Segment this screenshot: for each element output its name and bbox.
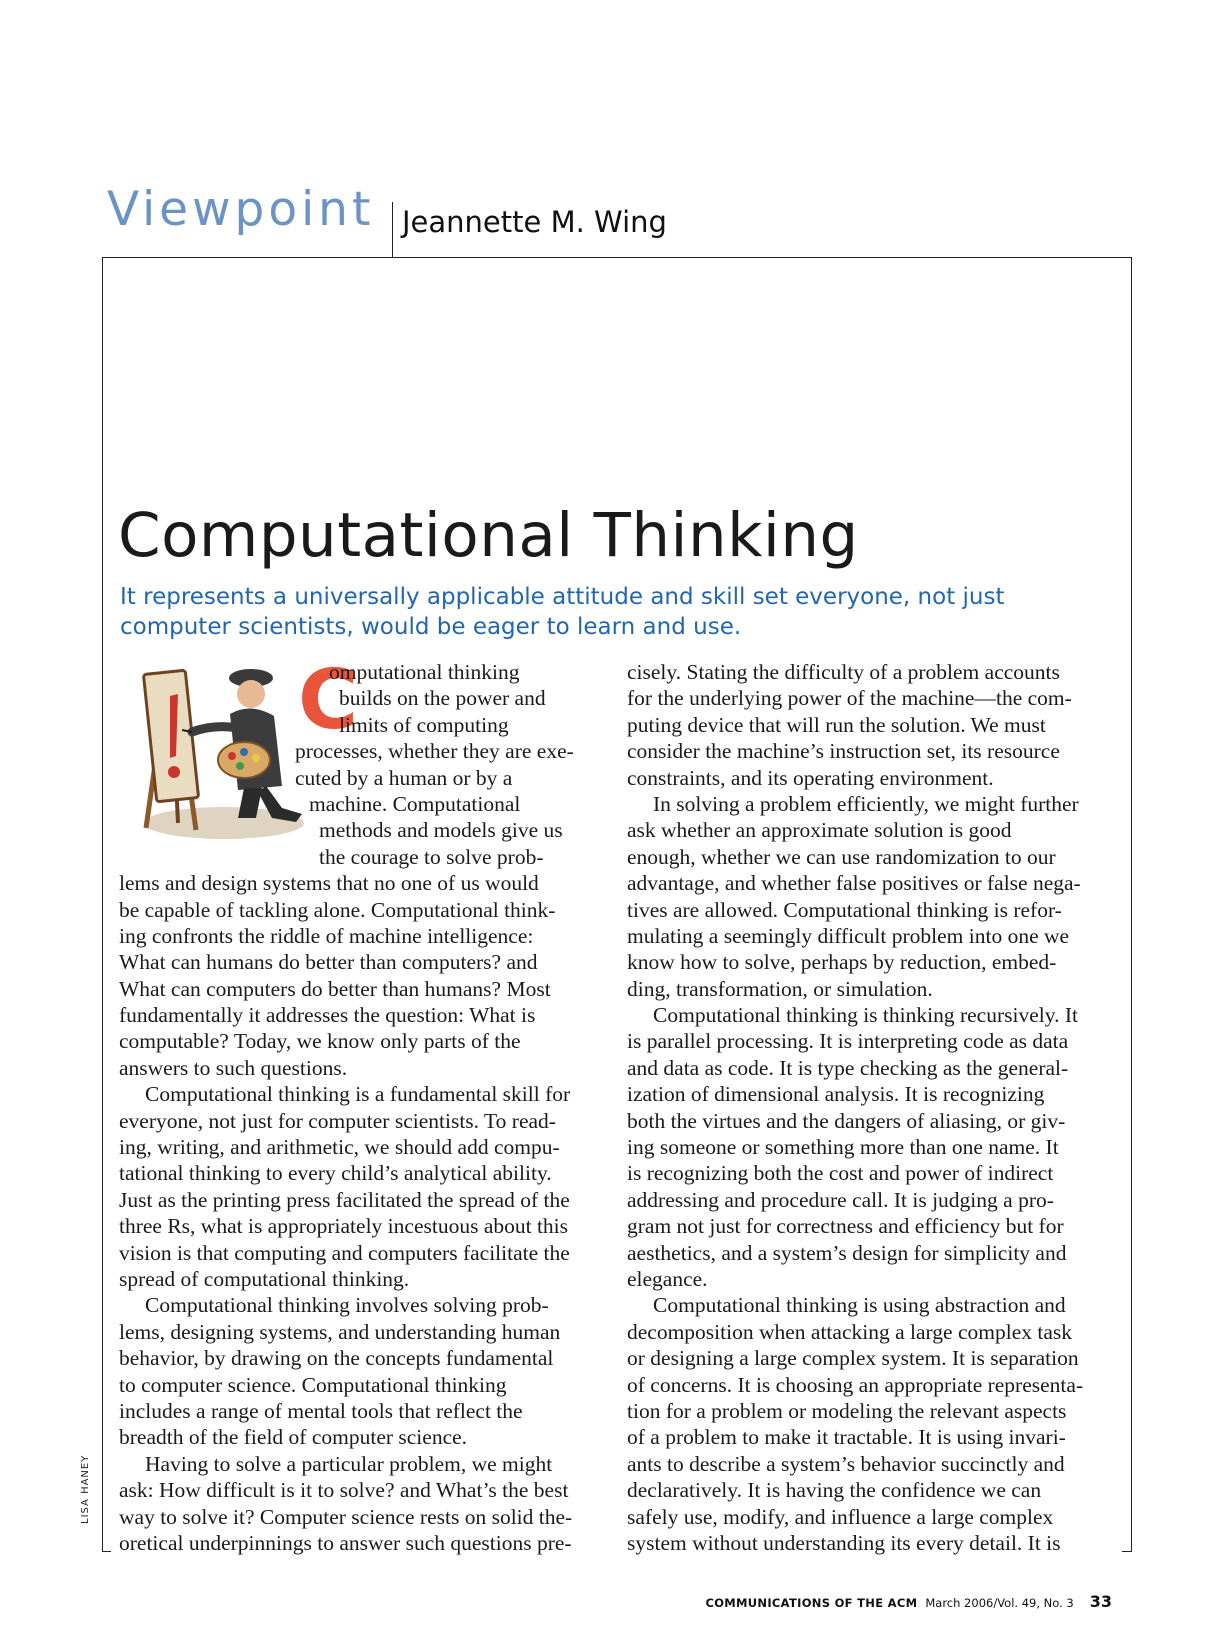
article-column-2: [627, 659, 1117, 1556]
text-line: ding, transformation, or simulation.: [627, 976, 933, 1001]
frame-corner-right: [1122, 1551, 1132, 1552]
text-line: includes a range of mental tools that reflect the: [119, 1398, 523, 1423]
header-divider: [392, 202, 393, 257]
text-line: is recognizing both the cost and power of indirect: [627, 1161, 1054, 1186]
text-line: cuted by a human or by a: [295, 765, 513, 790]
text-line: ing, writing, and arithmetic, we should add compu-: [119, 1135, 560, 1160]
text-line: puting device that will run the solution. We must: [627, 712, 1046, 737]
text-line: system without understanding its every detail. It is: [627, 1530, 1061, 1555]
text-line: or designing a large complex system. It is separation: [627, 1346, 1079, 1371]
drop-cap: C: [298, 653, 359, 748]
text-line: tion for a problem or modeling the relevant aspects: [627, 1398, 1067, 1423]
frame-corner-left: [102, 1551, 111, 1552]
text-line: cisely. Stating the difficulty of a problem accounts: [627, 660, 1060, 684]
text-line: Computational thinking is using abstraction and: [653, 1293, 1066, 1318]
text-line: enough, whether we can use randomization to our: [627, 844, 1056, 869]
text-line: Having to solve a particular problem, we might: [145, 1451, 553, 1476]
text-line: What can humans do better than computers? and: [119, 950, 538, 975]
text-line: declaratively. It is having the confidence we can: [627, 1478, 1042, 1503]
text-line: ing confronts the riddle of machine intelligence:: [119, 923, 534, 948]
text-line: decomposition when attacking a large complex task: [627, 1319, 1073, 1344]
page-footer: [705, 1592, 1112, 1611]
text-line: both the virtues and the dangers of aliasing, or giv-: [627, 1108, 1066, 1133]
text-line: lems, designing systems, and understanding human: [119, 1319, 561, 1344]
text-line: addressing and procedure call. It is judging a pro-: [627, 1187, 1054, 1212]
text-line: What can computers do better than humans? Most: [119, 976, 551, 1001]
text-line: builds on the power and: [339, 686, 546, 711]
author-name: Jeannette M. Wing: [402, 205, 667, 239]
text-line: consider the machine’s instruction set, its resource: [627, 739, 1060, 764]
text-line: tational thinking to every child’s analytical ability.: [119, 1161, 552, 1186]
text-line: is parallel processing. It is interpreting code as data: [627, 1029, 1069, 1054]
text-line: the courage to solve prob-: [319, 844, 544, 869]
text-line: be capable of tackling alone. Computational think-: [119, 897, 556, 922]
text-line: to computer science. Computational thinking: [119, 1372, 507, 1397]
section-label: Viewpoint: [107, 182, 375, 237]
text-line: of concerns. It is choosing an appropriate representa-: [627, 1372, 1084, 1397]
text-line: limits of computing: [339, 712, 509, 737]
text-line: omputational thinking: [329, 660, 520, 684]
text-line: oretical underpinnings to answer such questions pre-: [119, 1530, 572, 1555]
frame-left-rule: [102, 257, 103, 1552]
text-line: machine. Computational: [309, 791, 521, 816]
text-line: mulating a seemingly difficult problem into one we: [627, 923, 1070, 948]
page-number: 33: [1089, 1592, 1112, 1611]
text-line: answers to such questions.: [119, 1055, 348, 1080]
text-line: Just as the printing press facilitated the spread of the: [119, 1187, 570, 1212]
text-line: In solving a problem efficiently, we might further: [653, 791, 1079, 816]
text-line: aesthetics, and a system’s design for simplicity and: [627, 1240, 1067, 1265]
text-line: ing someone or something more than one name. It: [627, 1135, 1059, 1160]
text-line: Computational thinking is a fundamental skill for: [145, 1082, 571, 1107]
illustration-credit: LISA HANEY: [80, 1454, 91, 1524]
text-line: fundamentally it addresses the question: What is: [119, 1003, 536, 1028]
text-line: behavior, by drawing on the concepts fundamental: [119, 1346, 554, 1371]
text-line: processes, whether they are exe-: [295, 739, 574, 764]
text-line: and data as code. It is type checking as the general-: [627, 1055, 1069, 1080]
issue-info: March 2006/Vol. 49, No. 3: [925, 1596, 1074, 1610]
text-line: vision is that computing and computers facilitate the: [119, 1240, 570, 1265]
journal-name: COMMUNICATIONS OF THE ACM: [705, 1596, 918, 1610]
text-line: advantage, and whether false positives or false nega-: [627, 871, 1081, 896]
text-line: ization of dimensional analysis. It is recognizing: [627, 1082, 1045, 1107]
text-line: Computational thinking is thinking recursively. It: [653, 1003, 1078, 1028]
text-line: ants to describe a system’s behavior succinctly and: [627, 1451, 1065, 1476]
text-line: know how to solve, perhaps by reduction, embed-: [627, 950, 1057, 975]
article-deck: It represents a universally applicable attitude and skill set everyone, not just computer scientists, would be eager to learn and use.: [120, 584, 1005, 640]
text-line: computable? Today, we know only parts of the: [119, 1029, 521, 1054]
text-line: lems and design systems that no one of us would: [119, 871, 539, 896]
text-line: everyone, not just for computer scientists. To read-: [119, 1108, 556, 1133]
text-line: Computational thinking involves solving prob-: [145, 1293, 549, 1318]
text-line: tives are allowed. Computational thinking is refor-: [627, 897, 1062, 922]
text-line: breadth of the field of computer science.: [119, 1425, 468, 1450]
text-line: safely use, modify, and influence a large complex: [627, 1504, 1054, 1529]
text-line: constraints, and its operating environment.: [627, 765, 994, 790]
frame-right-rule: [1131, 257, 1132, 1552]
text-line: of a problem to make it tractable. It is using invari-: [627, 1425, 1066, 1450]
text-line: gram not just for correctness and efficiency but for: [627, 1214, 1064, 1239]
text-line: for the underlying power of the machine—the com-: [627, 686, 1072, 711]
text-line: way to solve it? Computer science rests on solid the-: [119, 1504, 573, 1529]
article-column-1: [119, 653, 609, 1556]
text-line: three Rs, what is appropriately incestuous about this: [119, 1214, 569, 1239]
text-line: ask whether an approximate solution is good: [627, 818, 1012, 843]
text-line: ask: How difficult is it to solve? and What’s the best: [119, 1478, 569, 1503]
text-line: spread of computational thinking.: [119, 1266, 410, 1291]
text-line: elegance.: [627, 1266, 708, 1291]
text-line: methods and models give us: [319, 818, 563, 843]
article-title: Computational Thinking: [118, 500, 859, 571]
frame-top-rule: [102, 257, 1132, 258]
